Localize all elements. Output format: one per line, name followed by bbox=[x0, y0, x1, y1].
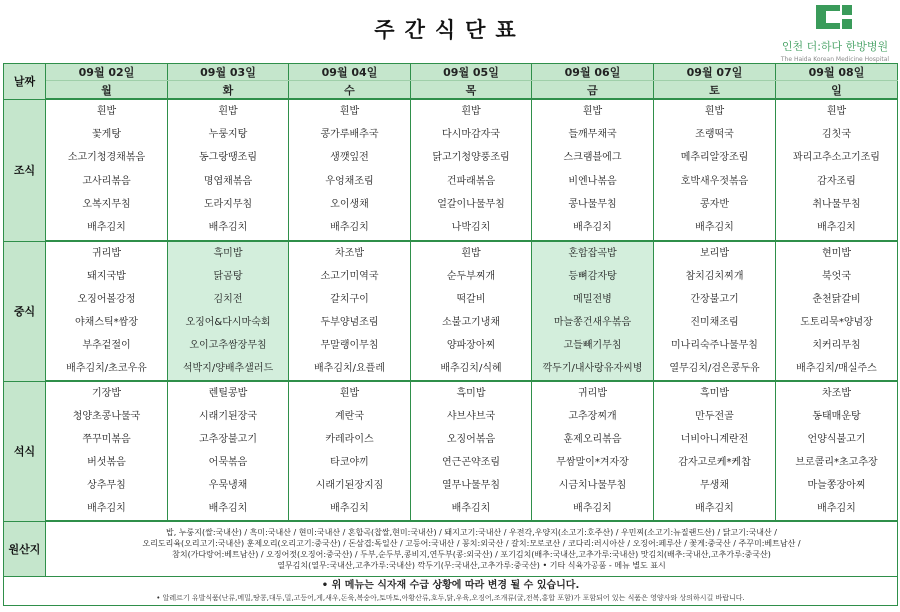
menu-item: 참치김치찌개 bbox=[685, 270, 744, 282]
dinner-menu-list bbox=[776, 382, 897, 520]
menu-item: 야채스틱*쌈장 bbox=[75, 316, 138, 328]
weekday-cell: 월 bbox=[46, 81, 168, 100]
menu-item: 건파래볶음 bbox=[446, 175, 496, 187]
menu-item: 얼갈이나물무침 bbox=[437, 198, 505, 210]
menu-item: 무생채 bbox=[700, 479, 729, 491]
menu-item: 타코야끼 bbox=[330, 456, 369, 468]
menu-item: 배추김치 bbox=[573, 502, 612, 514]
menu-item: 흰밥 bbox=[218, 105, 238, 117]
menu-item: 순두부찌개 bbox=[446, 270, 496, 282]
menu-item: 배추김치 bbox=[817, 502, 856, 514]
menu-item: 비엔나볶음 bbox=[568, 175, 617, 187]
date-cell: 09월 08일 bbox=[776, 64, 898, 81]
menu-item: 마늘쫑건새우볶음 bbox=[553, 316, 632, 328]
breakfast-menu-cell bbox=[46, 99, 168, 241]
breakfast-menu-list bbox=[654, 100, 775, 240]
breakfast-header: 조식 bbox=[4, 99, 46, 241]
menu-item: 치커리무침 bbox=[812, 339, 861, 351]
menu-item: 쭈꾸미볶음 bbox=[82, 433, 131, 445]
menu-item: 렌틸콩밥 bbox=[208, 387, 248, 399]
date-cell: 09월 02일 bbox=[46, 64, 168, 81]
dinner-menu-list bbox=[411, 382, 531, 520]
menu-item: 간장불고기 bbox=[690, 293, 739, 305]
menu-item: 흰밥 bbox=[339, 105, 360, 117]
menu-item: 열무나물무침 bbox=[442, 479, 500, 491]
menu-item: 청양초콩나물국 bbox=[72, 410, 141, 422]
menu-item: 브로콜리*초고추장 bbox=[795, 456, 878, 468]
lunch-menu-cell bbox=[532, 241, 654, 381]
origin-line: 열무김치(열무:국내산,고추가루:국내산) 깍두기(무:국내산,고추가루:중국산) • 기타 식육가공품 - 메뉴 별도 표시 bbox=[277, 561, 666, 570]
menu-item: 명엽채볶음 bbox=[203, 175, 253, 187]
menu-item: 동태매운탕 bbox=[812, 410, 861, 422]
menu-item: 깍두기/내사랑유자씨병 bbox=[542, 362, 643, 374]
lunch-menu-list bbox=[168, 242, 288, 380]
menu-item: 무쌈말이*겨자장 bbox=[556, 456, 629, 468]
menu-item: 배추김치 bbox=[208, 222, 248, 234]
dinner-menu-list bbox=[168, 382, 288, 520]
dinner-menu-list bbox=[46, 382, 167, 520]
menu-item: 언양식불고기 bbox=[807, 433, 866, 445]
menu-item: 시금치나물무침 bbox=[558, 479, 627, 491]
menu-item: 메추리알장조림 bbox=[680, 152, 749, 164]
weekday-cell: 목 bbox=[411, 81, 532, 100]
menu-item: 오복지무침 bbox=[82, 198, 131, 210]
menu-item: 미나리숙주나물무침 bbox=[671, 339, 758, 351]
menu-item: 차조밥 bbox=[335, 247, 364, 259]
dinner-menu-list bbox=[289, 382, 410, 520]
menu-item: 배추김치 bbox=[330, 222, 369, 234]
menu-item: 진미채조림 bbox=[690, 316, 739, 328]
notice-box bbox=[4, 577, 898, 606]
page-title: 주간식단표 bbox=[374, 18, 526, 42]
menu-item: 차조밥 bbox=[822, 387, 851, 399]
weekday-cell: 일 bbox=[776, 81, 898, 100]
menu-item: 오징어볶음 bbox=[446, 433, 496, 445]
menu-item: 흑미밥 bbox=[700, 387, 729, 399]
menu-item: 보리밥 bbox=[700, 247, 729, 259]
dinner-row bbox=[4, 381, 898, 521]
menu-item: 감자고로케*케찹 bbox=[678, 456, 751, 468]
lunch-menu-list bbox=[46, 242, 167, 380]
menu-item: 배추김치 bbox=[87, 502, 126, 514]
menu-item: 생깻잎전 bbox=[330, 152, 369, 164]
menu-item: 배추김치 bbox=[573, 222, 612, 234]
menu-item: 닭곰탕 bbox=[213, 270, 243, 282]
dinner-menu-cell bbox=[654, 381, 776, 521]
notice-row bbox=[4, 577, 898, 606]
menu-item: 오징어&다시마숙회 bbox=[185, 316, 271, 328]
origin-info bbox=[46, 521, 898, 577]
menu-item: 배추김치 bbox=[695, 222, 734, 234]
menu-item: 상추무침 bbox=[87, 479, 126, 491]
menu-item: 만두전골 bbox=[695, 410, 734, 422]
date-header: 날짜 bbox=[4, 64, 46, 100]
breakfast-menu-cell bbox=[411, 99, 532, 241]
menu-item: 오징어볼강정 bbox=[77, 293, 136, 305]
menu-item: 누룽지탕 bbox=[208, 128, 248, 140]
hospital-logo-icon bbox=[814, 4, 854, 30]
breakfast-menu-list bbox=[776, 100, 897, 240]
menu-item: 배추김치/식혜 bbox=[440, 362, 502, 374]
menu-item: 배추김치 bbox=[208, 502, 248, 514]
menu-item: 소불고기냉채 bbox=[442, 316, 500, 328]
menu-item: 흰밥 bbox=[826, 105, 847, 117]
menu-item: 취나물무침 bbox=[812, 198, 861, 210]
menu-item: 콩가루배추국 bbox=[320, 128, 379, 140]
menu-item: 흑미밥 bbox=[213, 247, 243, 259]
weekday-cell: 화 bbox=[168, 81, 289, 100]
dinner-menu-cell bbox=[168, 381, 289, 521]
menu-item: 배추김치 bbox=[817, 222, 856, 234]
menu-item: 우엉채조림 bbox=[325, 175, 374, 187]
weekday-cell: 금 bbox=[532, 81, 654, 100]
menu-item: 스크램블에그 bbox=[563, 152, 622, 164]
breakfast-row bbox=[4, 99, 898, 241]
menu-item: 어묵볶음 bbox=[208, 456, 248, 468]
menu-item: 조랭떡국 bbox=[695, 128, 734, 140]
breakfast-menu-cell bbox=[654, 99, 776, 241]
menu-item: 다시마감자국 bbox=[442, 128, 500, 140]
menu-item: 콩자반 bbox=[700, 198, 729, 210]
hospital-name-english: The Haida Korean Medicine Hospital bbox=[780, 56, 890, 63]
menu-item: 배추김치 bbox=[451, 502, 491, 514]
lunch-menu-list bbox=[776, 242, 897, 380]
date-row bbox=[4, 64, 898, 81]
breakfast-menu-cell bbox=[532, 99, 654, 241]
breakfast-menu-list bbox=[168, 100, 288, 240]
menu-item: 시래기된장국 bbox=[199, 410, 257, 422]
menu-item: 호박새우젓볶음 bbox=[680, 175, 749, 187]
dinner-menu-cell bbox=[776, 381, 898, 521]
menu-item: 메밀전병 bbox=[573, 293, 612, 305]
weekday-row bbox=[4, 81, 898, 100]
menu-item: 김칫국 bbox=[822, 128, 851, 140]
menu-item: 고추장불고기 bbox=[199, 433, 257, 445]
dinner-menu-list bbox=[532, 382, 653, 520]
hospital-logo bbox=[772, 4, 898, 63]
date-cell: 09월 05일 bbox=[411, 64, 532, 81]
menu-item: 배추김치/매실주스 bbox=[796, 362, 877, 374]
menu-item: 갈치구이 bbox=[330, 293, 369, 305]
breakfast-menu-cell bbox=[168, 99, 289, 241]
menu-item: 흑미밥 bbox=[456, 387, 486, 399]
lunch-menu-list bbox=[411, 242, 531, 380]
menu-item: 도라지무침 bbox=[203, 198, 253, 210]
menu-item: 배추김치 bbox=[87, 222, 126, 234]
menu-item: 들깨무채국 bbox=[568, 128, 617, 140]
menu-item: 흰밥 bbox=[96, 105, 117, 117]
menu-item: 고추장찌개 bbox=[568, 410, 617, 422]
dinner-menu-cell bbox=[46, 381, 168, 521]
menu-item: 꽃게탕 bbox=[92, 128, 121, 140]
breakfast-menu-list bbox=[289, 100, 410, 240]
breakfast-menu-cell bbox=[289, 99, 411, 241]
origin-header: 원산지 bbox=[4, 521, 46, 577]
menu-item: 돼지국밥 bbox=[87, 270, 126, 282]
menu-item: 계란국 bbox=[335, 410, 364, 422]
menu-item: 우묵냉채 bbox=[208, 479, 248, 491]
menu-item: 감자조림 bbox=[817, 175, 856, 187]
dinner-header: 석식 bbox=[4, 381, 46, 521]
breakfast-menu-list bbox=[532, 100, 653, 240]
lunch-menu-list bbox=[654, 242, 775, 380]
menu-change-notice: • 위 메뉴는 식자재 수급 상황에 따라 변경 될 수 있습니다. bbox=[321, 579, 580, 591]
dinner-menu-cell bbox=[411, 381, 532, 521]
date-cell: 09월 03일 bbox=[168, 64, 289, 81]
menu-item: 닭고기청양풍조림 bbox=[432, 152, 510, 164]
menu-item: 오이고추쌈장무침 bbox=[189, 339, 267, 351]
menu-item: 훈제오리볶음 bbox=[563, 433, 622, 445]
menu-item: 배추김치/요플레 bbox=[314, 362, 385, 374]
origin-line: 오리도리육(오리고기:국내산) 훈제오리(오리고기:중국산) / 돈삼겹:독일산 / 고등어:국내산 / 꽁치:외국산 / 갈치:모로코산 / 코다리:러시아산 / 오징어:페루산 / 꽃게:중국산 / 주꾸미:베트남산 / bbox=[142, 539, 801, 548]
menu-item: 양파장아찌 bbox=[446, 339, 496, 351]
menu-item: 배추김치/초코우유 bbox=[66, 362, 147, 374]
menu-item: 버섯볶음 bbox=[87, 456, 126, 468]
menu-item: 혼합잡곡밥 bbox=[568, 247, 617, 259]
dinner-menu-cell bbox=[532, 381, 654, 521]
lunch-menu-cell bbox=[654, 241, 776, 381]
menu-item: 연근곤약조림 bbox=[442, 456, 500, 468]
menu-item: 고사리볶음 bbox=[82, 175, 131, 187]
lunch-menu-cell bbox=[46, 241, 168, 381]
allergy-notice: • 알레르기 유발식품(난류,메밀,땅콩,대두,밀,고등어,게,새우,돈육,복숭아,토마토,아황산류,호두,닭,우육,오징어,조개류(굴,전복,홍합 포함)가 포함되어 있는 식품은 영양사와 상의하시길 바랍니다. bbox=[156, 593, 745, 602]
lunch-menu-cell bbox=[289, 241, 411, 381]
menu-item: 배추김치 bbox=[695, 502, 734, 514]
lunch-menu-cell bbox=[168, 241, 289, 381]
date-cell: 09월 07일 bbox=[654, 64, 776, 81]
menu-item: 부추겉절이 bbox=[82, 339, 131, 351]
menu-item: 흰밥 bbox=[461, 247, 481, 259]
menu-item: 도토리묵*양념장 bbox=[800, 316, 873, 328]
date-cell: 09월 06일 bbox=[532, 64, 654, 81]
weekday-cell: 수 bbox=[289, 81, 411, 100]
menu-item: 귀리밥 bbox=[92, 247, 121, 259]
origin-row bbox=[4, 521, 898, 577]
dinner-menu-cell bbox=[289, 381, 411, 521]
origin-line: 참치(가다랑어:베트남산) / 오징어젓(오징어:중국산) / 두부,순두부,콩비지,연두부(콩:외국산) / 포기김치(배추:국내산,고추가루:국내산) 맛김치(배추:국내산,고추가루:중국산) bbox=[172, 550, 771, 559]
menu-item: 마늘쫑장아찌 bbox=[807, 479, 866, 491]
lunch-row bbox=[4, 241, 898, 381]
menu-item: 나박김치 bbox=[451, 222, 491, 234]
menu-item: 귀리밥 bbox=[578, 387, 607, 399]
breakfast-menu-list bbox=[46, 100, 167, 240]
menu-item: 배추김치 bbox=[330, 502, 369, 514]
menu-item: 두부양념조림 bbox=[320, 316, 379, 328]
menu-item: 북엇국 bbox=[822, 270, 851, 282]
lunch-header: 중식 bbox=[4, 241, 46, 381]
menu-item: 석박지/양배추샐러드 bbox=[182, 362, 274, 374]
menu-item: 기장밥 bbox=[92, 387, 121, 399]
menu-item: 흰밥 bbox=[461, 105, 481, 117]
menu-item: 흰밥 bbox=[339, 387, 360, 399]
menu-item: 소고기미역국 bbox=[320, 270, 379, 282]
date-cell: 09월 04일 bbox=[289, 64, 411, 81]
menu-item: 등뼈감자탕 bbox=[568, 270, 617, 282]
origin-line: 밥, 누룽지(쌀:국내산) / 흑미:국내산 / 현미:국내산 / 혼합곡(찹쌀,현미:국내산) / 돼지고기:국내산 / 우전각,우양지(소고기:호주산) / 우민찌(소고기:뉴질랜드산) / 닭고기:국내산 / bbox=[166, 528, 777, 537]
menu-item: 동그랑땡조림 bbox=[199, 152, 257, 164]
breakfast-menu-cell bbox=[776, 99, 898, 241]
lunch-menu-cell bbox=[411, 241, 532, 381]
lunch-menu-list bbox=[532, 242, 653, 380]
breakfast-menu-list bbox=[411, 100, 531, 240]
menu-item: 춘천닭갈비 bbox=[812, 293, 861, 305]
weekday-cell: 토 bbox=[654, 81, 776, 100]
menu-item: 고들빼기무침 bbox=[563, 339, 622, 351]
menu-item: 흰밥 bbox=[704, 105, 725, 117]
hospital-name: 인천 더:하다 한방병원 bbox=[781, 40, 889, 53]
menu-item: 소고기청경채볶음 bbox=[67, 152, 146, 164]
menu-item: 너비아니계란전 bbox=[680, 433, 749, 445]
menu-item: 카레라이스 bbox=[325, 433, 374, 445]
menu-item: 오이생채 bbox=[330, 198, 369, 210]
dinner-menu-list bbox=[654, 382, 775, 520]
lunch-menu-list bbox=[289, 242, 410, 380]
menu-item: 김치전 bbox=[213, 293, 243, 305]
menu-item: 꽈리고추소고기조림 bbox=[793, 152, 880, 164]
lunch-menu-cell bbox=[776, 241, 898, 381]
menu-item: 무말랭이무침 bbox=[320, 339, 379, 351]
menu-item: 시래기된장지짐 bbox=[315, 479, 384, 491]
menu-item: 떡갈비 bbox=[456, 293, 486, 305]
menu-item: 콩나물무침 bbox=[568, 198, 617, 210]
menu-item: 열무김치/검은콩두유 bbox=[669, 362, 760, 374]
weekly-menu-table bbox=[3, 63, 898, 606]
menu-item: 샤브샤브국 bbox=[446, 410, 496, 422]
menu-item: 흰밥 bbox=[582, 105, 603, 117]
menu-item: 현미밥 bbox=[822, 247, 851, 259]
